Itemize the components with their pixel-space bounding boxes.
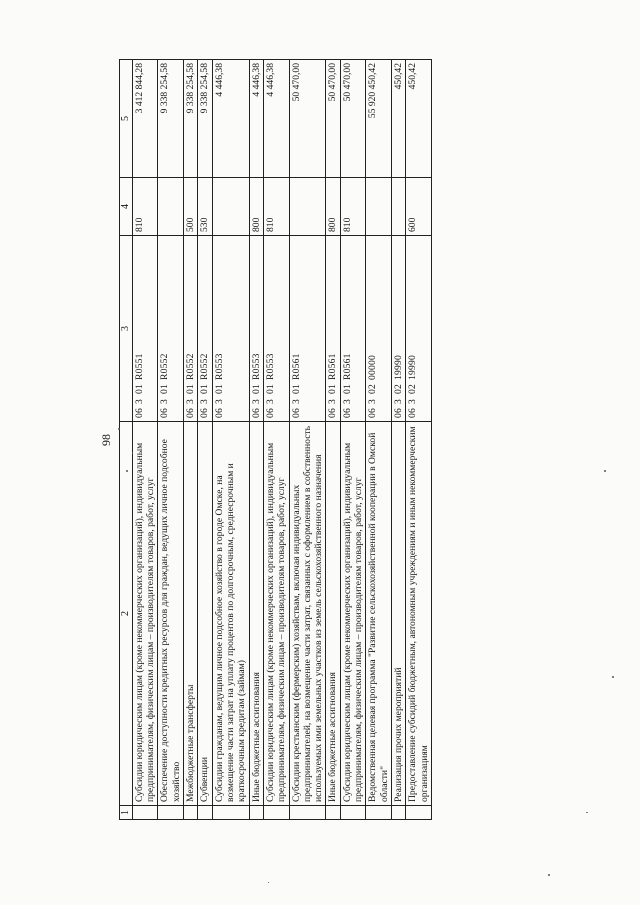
expense-type-cell: 530	[198, 178, 212, 236]
expense-type-cell: 810	[132, 178, 158, 236]
code-article: R0553	[213, 353, 225, 380]
classification-code-cell	[406, 236, 432, 422]
expense-type-cell: 800	[326, 178, 340, 236]
classification-code-cell	[340, 236, 366, 422]
code-subsection: 3	[133, 399, 145, 404]
item-name-cell: Предоставление субсидий бюджетным, автономным учреждениям и иным некоммерческим организациям	[406, 422, 432, 806]
code-article: R0561	[341, 353, 353, 380]
table-row	[263, 60, 289, 820]
header-row	[120, 60, 133, 820]
scan-speck	[548, 874, 550, 876]
amount-cell: 450,42	[392, 60, 406, 178]
code-subsection: 3	[341, 399, 353, 404]
code-section: 06	[407, 408, 419, 418]
item-name-cell: Субсидии юридическим лицам (кроме некоммерческих организаций), индивидуальным предпринимателям, физическим лицам – производителям товаров, работ, услуг	[132, 422, 158, 806]
code-section: 06	[199, 408, 211, 418]
code-subsection: 3	[290, 399, 302, 404]
code-program: 01	[327, 384, 339, 394]
code-program: 01	[341, 384, 353, 394]
row-index-cell	[132, 806, 158, 820]
scan-speck	[586, 812, 588, 813]
item-name-cell: Межбюджетные трансферты	[184, 422, 198, 806]
code-program: 01	[159, 384, 171, 394]
classification-code-cell	[158, 236, 184, 422]
table-body	[132, 60, 431, 820]
code-article: R0552	[159, 353, 171, 380]
code-article: R0561	[327, 353, 339, 380]
scan-speck	[132, 452, 133, 454]
code-subsection: 3	[213, 399, 225, 404]
classification-code-cell	[263, 236, 289, 422]
item-name-cell: Обеспечение доступности кредитных ресурсов для граждан, ведущих личное подсобное хозяйство	[158, 422, 184, 806]
item-name-cell: Иные бюджетные ассигнования	[249, 422, 263, 806]
code-section: 06	[133, 408, 145, 418]
code-section: 06	[250, 408, 262, 418]
row-index-cell	[392, 806, 406, 820]
amount-cell: 50 470,00	[326, 60, 340, 178]
table-row	[184, 60, 198, 820]
budget-table	[119, 59, 432, 820]
row-index-cell	[326, 806, 340, 820]
code-subsection: 3	[159, 399, 171, 404]
header-cell: 2	[120, 422, 133, 806]
amount-cell: 50 470,00	[340, 60, 366, 178]
classification-code-cell	[198, 236, 212, 422]
expense-type-cell	[158, 178, 184, 236]
code-subsection: 3	[250, 399, 262, 404]
expense-type-cell	[392, 178, 406, 236]
code-program: 01	[290, 384, 302, 394]
classification-code-cell	[132, 236, 158, 422]
code-program: 01	[199, 384, 211, 394]
code-article: 00000	[367, 355, 379, 380]
item-name-cell: Иные бюджетные ассигнования	[326, 422, 340, 806]
row-index-cell	[158, 806, 184, 820]
classification-code-cell	[212, 236, 249, 422]
code-subsection: 3	[327, 399, 339, 404]
classification-code-cell	[326, 236, 340, 422]
row-index-cell	[263, 806, 289, 820]
code-article: R0551	[133, 353, 145, 380]
code-section: 06	[213, 408, 225, 418]
item-name-cell: Субсидии юридическим лицам (кроме некоммерческих организаций), индивидуальным предпринимателям, физическим лицам – производителям товаров, работ, услуг	[263, 422, 289, 806]
code-section: 06	[393, 408, 405, 418]
expense-type-cell: 600	[406, 178, 432, 236]
classification-code-cell	[249, 236, 263, 422]
table-row	[289, 60, 326, 820]
header-cell: 3	[120, 236, 133, 422]
code-section: 06	[185, 408, 197, 418]
item-name-cell: Ведомственная целевая программа "Развитие сельскохозяйственной кооперации в Омской области"	[366, 422, 392, 806]
item-name-cell: Субсидии юридическим лицам (кроме некоммерческих организаций), индивидуальным предпринимателям, физическим лицам – производителям товаров, работ, услуг	[340, 422, 366, 806]
amount-cell: 3 412 844,28	[132, 60, 158, 178]
table-row	[158, 60, 184, 820]
row-index-cell	[249, 806, 263, 820]
code-article: R0561	[290, 353, 302, 380]
row-index-cell	[212, 806, 249, 820]
table-row	[132, 60, 158, 820]
table-row	[340, 60, 366, 820]
amount-cell: 4 446,38	[263, 60, 289, 178]
expense-type-cell: 810	[340, 178, 366, 236]
row-index-cell	[366, 806, 392, 820]
expense-type-cell: 810	[263, 178, 289, 236]
row-index-cell	[340, 806, 366, 820]
page-number: 98	[99, 434, 113, 446]
table-row	[406, 60, 432, 820]
code-article: R0553	[250, 353, 262, 380]
item-name-cell: Субсидии крестьянским (фермерским) хозяйствам, включая индивидуальных предпринимателей, на возмещение части затрат, связанных с оформлением в собственность используемых ими земельных участков из земель сельскохозяйственного назначения	[289, 422, 326, 806]
header-cell: 1	[120, 806, 133, 820]
item-name-cell: Субсидии гражданам, ведущим личное подсобное хозяйство в городе Омске, на возмещение части затрат на уплату процентов по долгосрочным, среднесрочным и краткосрочным кредитам (займам)	[212, 422, 249, 806]
code-subsection: 3	[393, 399, 405, 404]
amount-cell: 4 446,38	[212, 60, 249, 178]
scan-speck	[126, 470, 128, 472]
scan-speck	[118, 428, 120, 430]
rotated-content	[97, 60, 481, 820]
code-article: R0552	[199, 353, 211, 380]
table-row	[326, 60, 340, 820]
scan-speck	[612, 676, 614, 678]
code-subsection: 3	[199, 399, 211, 404]
header-cell: 5	[120, 60, 133, 178]
code-section: 06	[264, 408, 276, 418]
code-subsection: 3	[264, 399, 276, 404]
scan-speck	[604, 470, 606, 472]
code-program: 02	[393, 384, 405, 394]
amount-cell: 9 338 254,58	[158, 60, 184, 178]
row-index-cell	[184, 806, 198, 820]
table-row	[212, 60, 249, 820]
code-program: 01	[133, 384, 145, 394]
header-cell: 4	[120, 178, 133, 236]
code-program: 01	[250, 384, 262, 394]
item-name-cell: Реализация прочих мероприятий	[392, 422, 406, 806]
amount-cell: 450,42	[406, 60, 432, 178]
expense-type-cell	[366, 178, 392, 236]
amount-cell: 50 470,00	[289, 60, 326, 178]
code-subsection: 3	[367, 399, 379, 404]
table-row	[198, 60, 212, 820]
row-index-cell	[406, 806, 432, 820]
code-program: 01	[213, 384, 225, 394]
scan-speck	[268, 882, 269, 883]
code-article: 19990	[393, 355, 405, 380]
code-article: R0552	[185, 353, 197, 380]
table-row	[249, 60, 263, 820]
classification-code-cell	[184, 236, 198, 422]
expense-type-cell	[289, 178, 326, 236]
code-section: 06	[367, 408, 379, 418]
code-section: 06	[341, 408, 353, 418]
expense-type-cell: 800	[249, 178, 263, 236]
classification-code-cell	[392, 236, 406, 422]
code-section: 06	[290, 408, 302, 418]
code-section: 06	[327, 408, 339, 418]
row-index-cell	[289, 806, 326, 820]
code-subsection: 3	[185, 399, 197, 404]
expense-type-cell	[212, 178, 249, 236]
row-index-cell	[198, 806, 212, 820]
item-name-cell: Субвенции	[198, 422, 212, 806]
amount-cell: 55 920 450,42	[366, 60, 392, 178]
classification-code-cell	[289, 236, 326, 422]
code-section: 06	[159, 408, 171, 418]
code-article: R0553	[264, 353, 276, 380]
amount-cell: 9 338 254,58	[184, 60, 198, 178]
table-row	[392, 60, 406, 820]
code-program: 01	[185, 384, 197, 394]
code-program: 02	[407, 384, 419, 394]
code-article: 19990	[407, 355, 419, 380]
code-subsection: 3	[407, 399, 419, 404]
code-program: 02	[367, 384, 379, 394]
expense-type-cell: 500	[184, 178, 198, 236]
amount-cell: 9 338 254,58	[198, 60, 212, 178]
amount-cell: 4 446,38	[249, 60, 263, 178]
code-program: 01	[264, 384, 276, 394]
classification-code-cell	[366, 236, 392, 422]
table-row	[366, 60, 392, 820]
